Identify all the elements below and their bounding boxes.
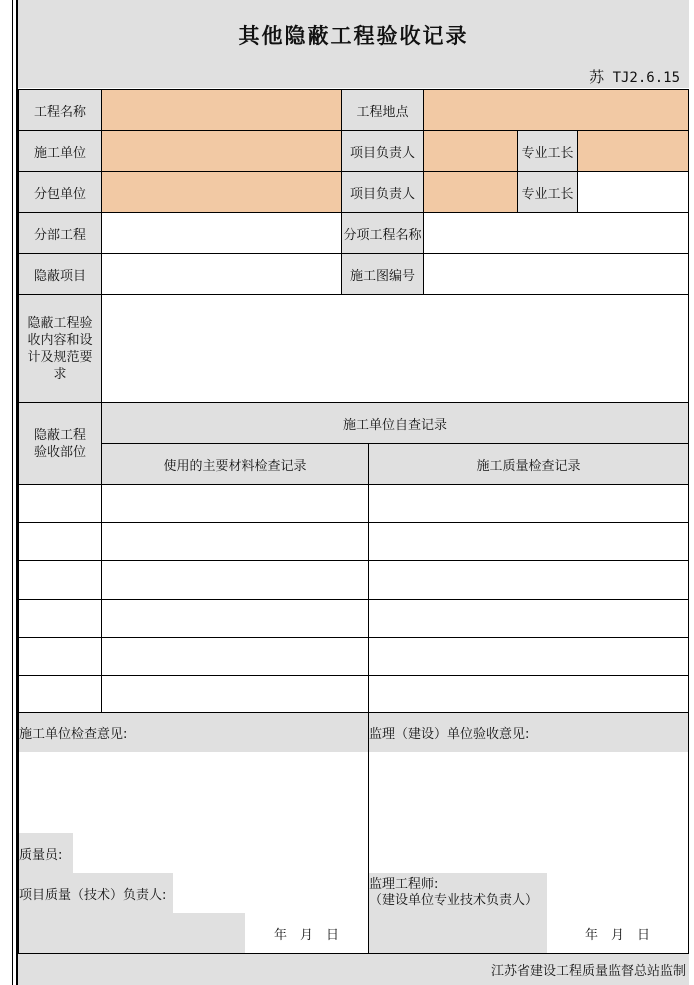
foreman-field[interactable]	[577, 130, 689, 172]
contractor-opinion-field[interactable]	[19, 752, 368, 833]
material-record-cell[interactable]	[101, 522, 369, 561]
sub-foreman-label: 专业工长	[517, 171, 578, 213]
code-number: TJ2.6.15	[612, 70, 680, 86]
sub-foreman-field[interactable]	[577, 171, 689, 213]
material-record-cell[interactable]	[101, 599, 369, 638]
code-prefix: 苏	[589, 68, 605, 86]
quality-check-header: 施工质量检查记录	[368, 443, 689, 485]
material-record-cell[interactable]	[101, 637, 369, 676]
material-record-cell[interactable]	[101, 484, 369, 523]
inspection-part-label	[18, 402, 102, 485]
contractor-label: 施工单位	[18, 130, 102, 172]
project-manager-field[interactable]	[423, 130, 518, 172]
supervisor-engineer-label: 监理工程师:	[369, 877, 439, 892]
contractor-field[interactable]	[101, 130, 342, 172]
division-label: 分部工程	[18, 212, 102, 254]
inspection-part-cell[interactable]	[18, 484, 102, 523]
left-frame-line	[12, 0, 13, 985]
contractor-signature-area	[19, 913, 245, 953]
supervisor-engineer-block	[369, 873, 547, 953]
inspection-part-cell[interactable]	[18, 599, 102, 638]
project-manager-label: 项目负责人	[341, 130, 424, 172]
sub-project-manager-field[interactable]	[423, 171, 518, 213]
project-name-label: 工程名称	[18, 89, 102, 131]
supervisor-opinion-field[interactable]	[369, 752, 688, 873]
drawing-number-label: 施工图编号	[341, 253, 424, 295]
content-requirements-text: 隐蔽工程验收内容和设计及规范要求	[27, 315, 93, 382]
inspection-part-cell[interactable]	[18, 522, 102, 561]
page-title: 其他隐蔽工程验收记录	[238, 24, 469, 48]
drawing-number-field[interactable]	[423, 253, 689, 295]
content-requirements-label	[18, 294, 102, 403]
inspection-part-cell[interactable]	[18, 637, 102, 676]
contractor-opinion-label: 施工单位检查意见:	[19, 713, 368, 752]
quality-record-cell[interactable]	[368, 560, 689, 600]
self-check-header: 施工单位自查记录	[101, 402, 689, 444]
subcontractor-field[interactable]	[101, 171, 342, 213]
quality-record-cell[interactable]	[368, 637, 689, 676]
quality-tech-lead-label: 项目质量（技术）负责人:	[19, 873, 173, 913]
inspection-part-cell[interactable]	[18, 675, 102, 714]
quality-record-cell[interactable]	[368, 522, 689, 561]
contractor-date: 年 月 日	[245, 913, 368, 953]
sub-project-manager-label: 项目负责人	[341, 171, 424, 213]
quality-officer-label: 质量员:	[19, 833, 73, 873]
content-requirements-field[interactable]	[101, 294, 689, 403]
material-check-header: 使用的主要材料检查记录	[101, 443, 369, 485]
supervisor-date: 年 月 日	[547, 913, 688, 953]
material-record-cell[interactable]	[101, 675, 369, 714]
project-location-label: 工程地点	[341, 89, 424, 131]
form-code	[589, 66, 680, 87]
footer-text: 江苏省建设工程质量监督总站监制	[490, 964, 686, 979]
quality-record-cell[interactable]	[368, 675, 689, 714]
material-record-cell[interactable]	[101, 560, 369, 600]
quality-record-cell[interactable]	[368, 599, 689, 638]
subitem-name-label: 分项工程名称	[341, 212, 424, 254]
quality-record-cell[interactable]	[368, 484, 689, 523]
subcontractor-label: 分包单位	[18, 171, 102, 213]
concealed-item-label: 隐蔽项目	[18, 253, 102, 295]
inspection-part-cell[interactable]	[18, 560, 102, 600]
subitem-name-field[interactable]	[423, 212, 689, 254]
project-name-field[interactable]	[101, 89, 342, 131]
supervisor-opinion-label: 监理（建设）单位验收意见:	[369, 713, 688, 752]
inspection-part-text: 隐蔽工程验收部位	[33, 427, 86, 460]
foreman-label: 专业工长	[517, 130, 578, 172]
project-location-field[interactable]	[423, 89, 689, 131]
owner-tech-lead-label: （建设单位专业技术负责人）	[369, 893, 539, 908]
concealed-item-field[interactable]	[101, 253, 342, 295]
division-field[interactable]	[101, 212, 342, 254]
